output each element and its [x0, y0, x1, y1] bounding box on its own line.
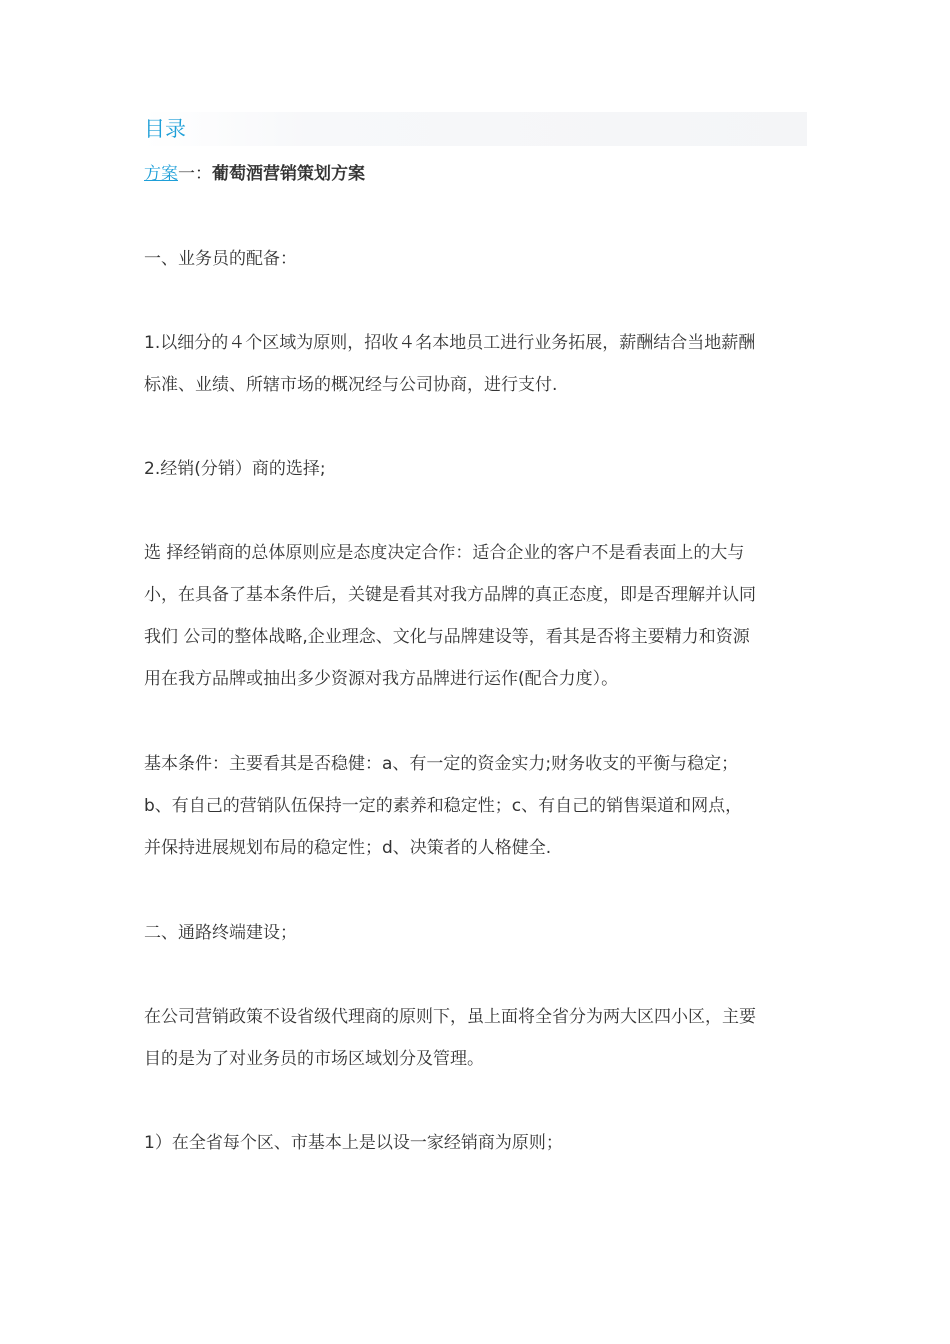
- text-line: 目的是为了对业务员的市场区域划分及管理。: [144, 1049, 484, 1069]
- toc-entry-title: 葡萄酒营销策划方案: [212, 164, 365, 184]
- text-line: 基本条件：主要看其是否稳健：a、有一定的资金实力;财务收支的平衡与稳定；: [144, 754, 739, 774]
- section-heading-distributor: [144, 448, 814, 490]
- text-line: 我们 公司的整体战略,企业理念、文化与品牌建设等，看其是否将主要精力和资源: [144, 627, 750, 647]
- text-line: 选 择经销商的总体原则应是态度决定合作：适合企业的客户不是看表面上的大与: [144, 543, 745, 563]
- paragraph-channel-policy: [144, 996, 814, 1080]
- text-line: 标准、业绩、所辖市场的概况经与公司协商，进行支付.: [144, 375, 558, 395]
- text-line: 1）在全省每个区、市基本上是以设一家经销商为原则；: [144, 1133, 563, 1153]
- text-line: 二、通路终端建设；: [144, 923, 297, 943]
- toc-title: 目录: [144, 117, 186, 141]
- toc-entry: [144, 160, 365, 188]
- toc-header-bar: [143, 112, 807, 146]
- paragraph-basic-conditions: [144, 743, 814, 869]
- toc-entry-suffix: 一：: [178, 164, 212, 184]
- text-line: 在公司营销政策不设省级代理商的原则下，虽上面将全省分为两大区四小区，主要: [144, 1007, 756, 1027]
- text-line: 并保持进展规划布局的稳定性；d、决策者的人格健全.: [144, 838, 552, 858]
- toc-entry-link[interactable]: 方案: [144, 164, 178, 184]
- text-line: 1.以细分的４个区域为原则，招收４名本地员工进行业务拓展，薪酬结合当地薪酬: [144, 333, 756, 353]
- paragraph-selection-principle: [144, 532, 814, 700]
- list-item-distributor-rule: [144, 1122, 814, 1164]
- text-line: 2.经销(分销）商的选择;: [144, 459, 326, 479]
- section-heading-channel: [144, 912, 814, 954]
- paragraph-recruitment: [144, 322, 814, 406]
- section-heading-staffing: [144, 238, 814, 280]
- text-line: b、有自己的营销队伍保持一定的素养和稳定性；c、有自己的销售渠道和网点，: [144, 796, 743, 816]
- text-line: 一、业务员的配备：: [144, 249, 297, 269]
- text-line: 用在我方品牌或抽出多少资源对我方品牌进行运作(配合力度）。: [144, 669, 619, 689]
- text-line: 小，在具备了基本条件后，关键是看其对我方品牌的真正态度，即是否理解并认同: [144, 585, 756, 605]
